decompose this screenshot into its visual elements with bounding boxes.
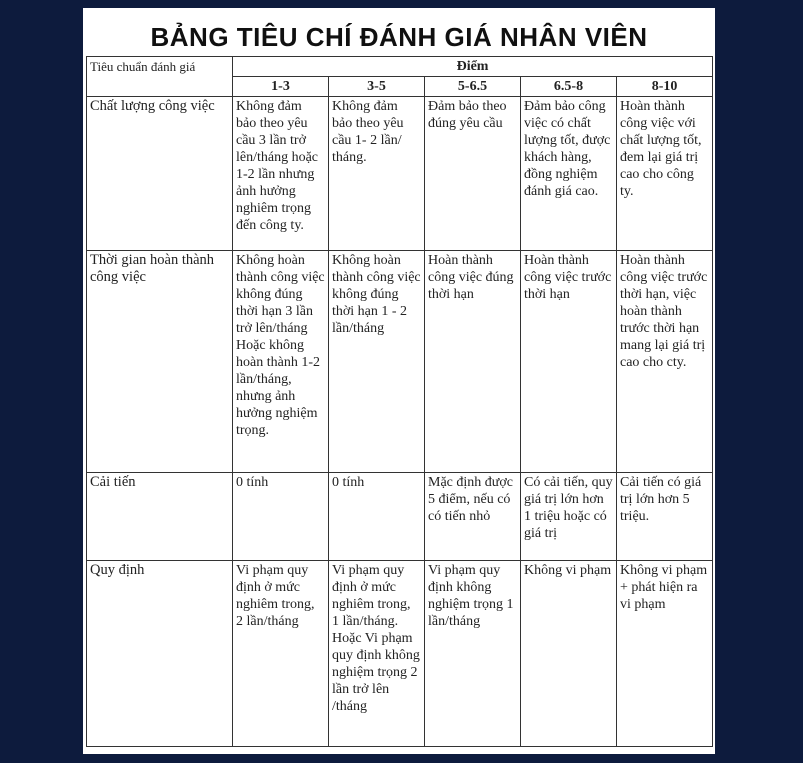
table-cell: Hoàn thành công việc trước thời hạn, việc hoàn thành trước thời hạn mang lại giá trị cao cho cty. [617,251,713,473]
criterion-cell: Cải tiến [87,473,233,561]
evaluation-table [86,56,713,747]
score-range-header: 5-6.5 [425,77,521,97]
table-cell: Không đảm bảo theo yêu cầu 1- 2 lần/ tháng. [329,97,425,251]
table-row [87,561,713,747]
table-cell: Đảm bảo theo đúng yêu cầu [425,97,521,251]
table-cell: Không vi phạm [521,561,617,747]
table-cell: Vi phạm quy định không nghiệm trọng 1 lần/tháng [425,561,521,747]
criterion-cell: Chất lượng công việc [87,97,233,251]
table-cell: Vi phạm quy định ở mức nghiêm trong, 2 lần/tháng [233,561,329,747]
table-cell: Cải tiến có giá trị lớn hơn 5 triệu. [617,473,713,561]
table-cell: Hoàn thành công việc trước thời hạn [521,251,617,473]
table-cell: Mặc định được 5 điểm, nếu có có tiến nhỏ [425,473,521,561]
table-cell: Vi phạm quy định ở mức nghiêm trong, 1 lần/tháng. Hoặc Vi phạm quy định không nghiệm trọng 2 lần trở lên /tháng [329,561,425,747]
table-cell: Không đảm bảo theo yêu cầu 3 lần trở lên/tháng hoặc 1-2 lần nhưng ảnh hưởng nghiêm trọng đến công ty. [233,97,329,251]
table-cell: 0 tính [329,473,425,561]
table-cell: Đảm bảo công việc có chất lượng tốt, được khách hàng, đồng nghiệm đánh giá cao. [521,97,617,251]
table-cell: Không vi phạm + phát hiện ra vi phạm [617,561,713,747]
table-row [87,251,713,473]
score-header: Điểm [233,57,713,77]
table-cell: Hoàn thành công việc đúng thời hạn [425,251,521,473]
table-cell: 0 tính [233,473,329,561]
table-cell: Không hoàn thành công việc không đúng thời hạn 3 lần trở lên/tháng Hoặc không hoàn thành 1-2 lần/tháng, nhưng ảnh hưởng nghiệm trọng. [233,251,329,473]
document-page [83,8,715,754]
page-title: BẢNG TIÊU CHÍ ĐÁNH GIÁ NHÂN VIÊN [150,22,648,52]
score-range-header: 1-3 [233,77,329,97]
criterion-cell: Quy định [87,561,233,747]
criteria-header: Tiêu chuẩn đánh giá [87,57,233,97]
table-cell: Hoàn thành công việc với chất lượng tốt, đem lại giá trị cao cho công ty. [617,97,713,251]
score-range-header: 3-5 [329,77,425,97]
table-cell: Không hoàn thành công việc không đúng thời hạn 1 - 2 lần/tháng [329,251,425,473]
criterion-cell: Thời gian hoàn thành công việc [87,251,233,473]
score-range-header: 6.5-8 [521,77,617,97]
score-range-header: 8-10 [617,77,713,97]
table-cell: Có cải tiến, quy giá trị lớn hơn 1 triệu hoặc có giá trị [521,473,617,561]
table-row [87,473,713,561]
table-row [87,97,713,251]
